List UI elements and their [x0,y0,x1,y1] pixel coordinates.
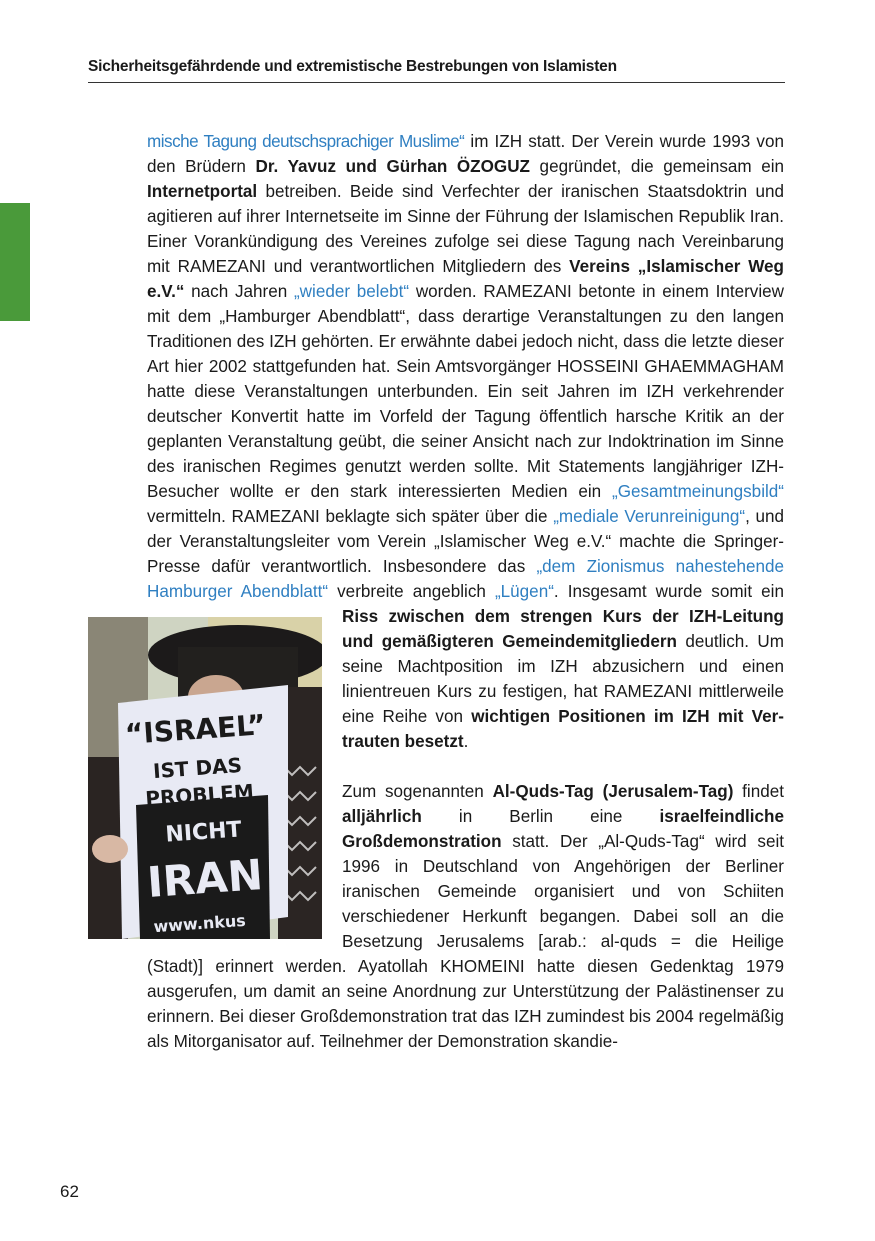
link-text: „Gesamtmeinungsbild“ [612,482,784,501]
svg-text:NICHT [165,817,243,847]
demonstration-photo [88,617,322,939]
link-text: „mediale Verunreinigung“ [553,507,746,526]
svg-text:IRAN [146,850,265,907]
paragraph-1: mische Tagung deutschsprachiger Muslime“ im IZH statt. Der Verein wurde 1993 von den Brüdern Dr. Yavuz und Gürhan ÖZOGUZ gegründet, die gemeinsam ein Internetportal betreiben. Beide sind Verfechter der iranischen Staatsdoktrin und agitieren auf ihrer Internetseite im Sinne der Führung der Islamischen Republik Iran. Einer Vorankündigung des Vereines zufolge sei diese Tagung nach Vereinbarung mit RAMEZANI und verantwortlichen Mitgliedern des Vereins „Islamischer Weg e.V.“ nach Jahren „wieder belebt“ worden. RAMEZANI betonte in einem Interview mit dem „Hamburger Abendblatt“, dass derartige Veranstaltungen zu den langen Traditionen des IZH gehörten. Er erwähnte dabei jedoch nicht, dass die letzte dieser Art hier 2002 stattgefunden hat. Sein Amtsvorgänger HOSSEINI GHAEMMAGHAM hatte diese Veranstaltungen unterbunden. Ein seit Jahren im IZH verkehrender deutscher Konvertit hatte im Vorfeld der Tagung öffentlich harsche Kritik an der geplanten Veranstaltung geübt, die seiner Ansicht nach zur Indoktrination im Sinne des iranischen Regimes genutzt werden sollte. Mit Statements langjähriger IZH-Besucher wollte er den stark interessierten Medien ein „Gesamtmeinungsbild“ vermitteln. RAMEZANI beklagte sich später über die „mediale Verunreinigung“, und der Veranstaltungsleiter vom Verein „Islamischer Weg e.V.“ machte die Springer-Presse dafür verantwortlich. Insbesondere das „dem Zionismus nahestehende Hamburger Abendblatt“ verbreite angeblich „Lügen“. Insgesamt wurde somit ein “ISRAEL” IST DAS PROBLEM NICHT IRAN www.nkus Riss zwischen dem strengen Kurs der IZH-Leitung und gemäßigteren Gemeindemitgliedern deutlich. Um seine Machtposition im IZH abzusichern und einen linientreuen Kurs zu festigen, hat RAMEZANI mittlerweile eine Reihe von wichtigen Positionen im IZH mit Vertrauten besetzt. [147,129,784,754]
sign-line-4: NICHT [164,817,243,848]
sign-line-6: www.nkus [152,910,247,937]
page-number: 62 [60,1182,79,1201]
link-text: „wieder belebt“ [293,282,410,301]
link-text: „dem Zionismus nahestehende Hamburger Abendblatt“ [147,557,785,601]
link-text: „Lügen“ [494,582,554,601]
chapter-tab-marker [0,203,30,321]
running-header: Sicherheitsgefährdende und extremistische Bestrebungen von Islamisten [88,58,617,75]
body-text [123,129,785,1054]
sign-line-2: IST DAS [152,752,243,784]
sign-line-5: IRAN [145,850,265,908]
paragraph-2: Zum sogenannten Al-Quds-Tag (Jerusalem-Tag) findet alljährlich in Berlin eine israelfeindliche Großdemonstration statt. Der „Al-Quds-Tag“ wird seit 1996 in Deutschland von Angehörigen der Berliner iranischen Gemeinde organisiert und von Schiiten verschiedener Herkunft begangen. Dabei soll an die Besetzung Jerusalems [arab.: al-quds = die Heilige (Stadt)] erinnert werden. Ayatollah KHOMEINI hatte diesen Gedenktag 1979 ausgerufen, um damit an seine Anordnung zur Unterstützung der Palästinenser zu erinnern. Bei dieser Großdemonstration trat das IZH zumindest bis 2004 regelmäßig als Mitorganisator auf. Teilnehmer der Demonstration skandie- [147,782,784,1051]
sign-line-3: PROBLEM [144,779,255,811]
link-text: mische Tagung deutschsprachiger Muslime“ [147,132,465,151]
sign-line-1: “ISRAEL” [123,708,267,751]
header-divider [88,82,785,83]
